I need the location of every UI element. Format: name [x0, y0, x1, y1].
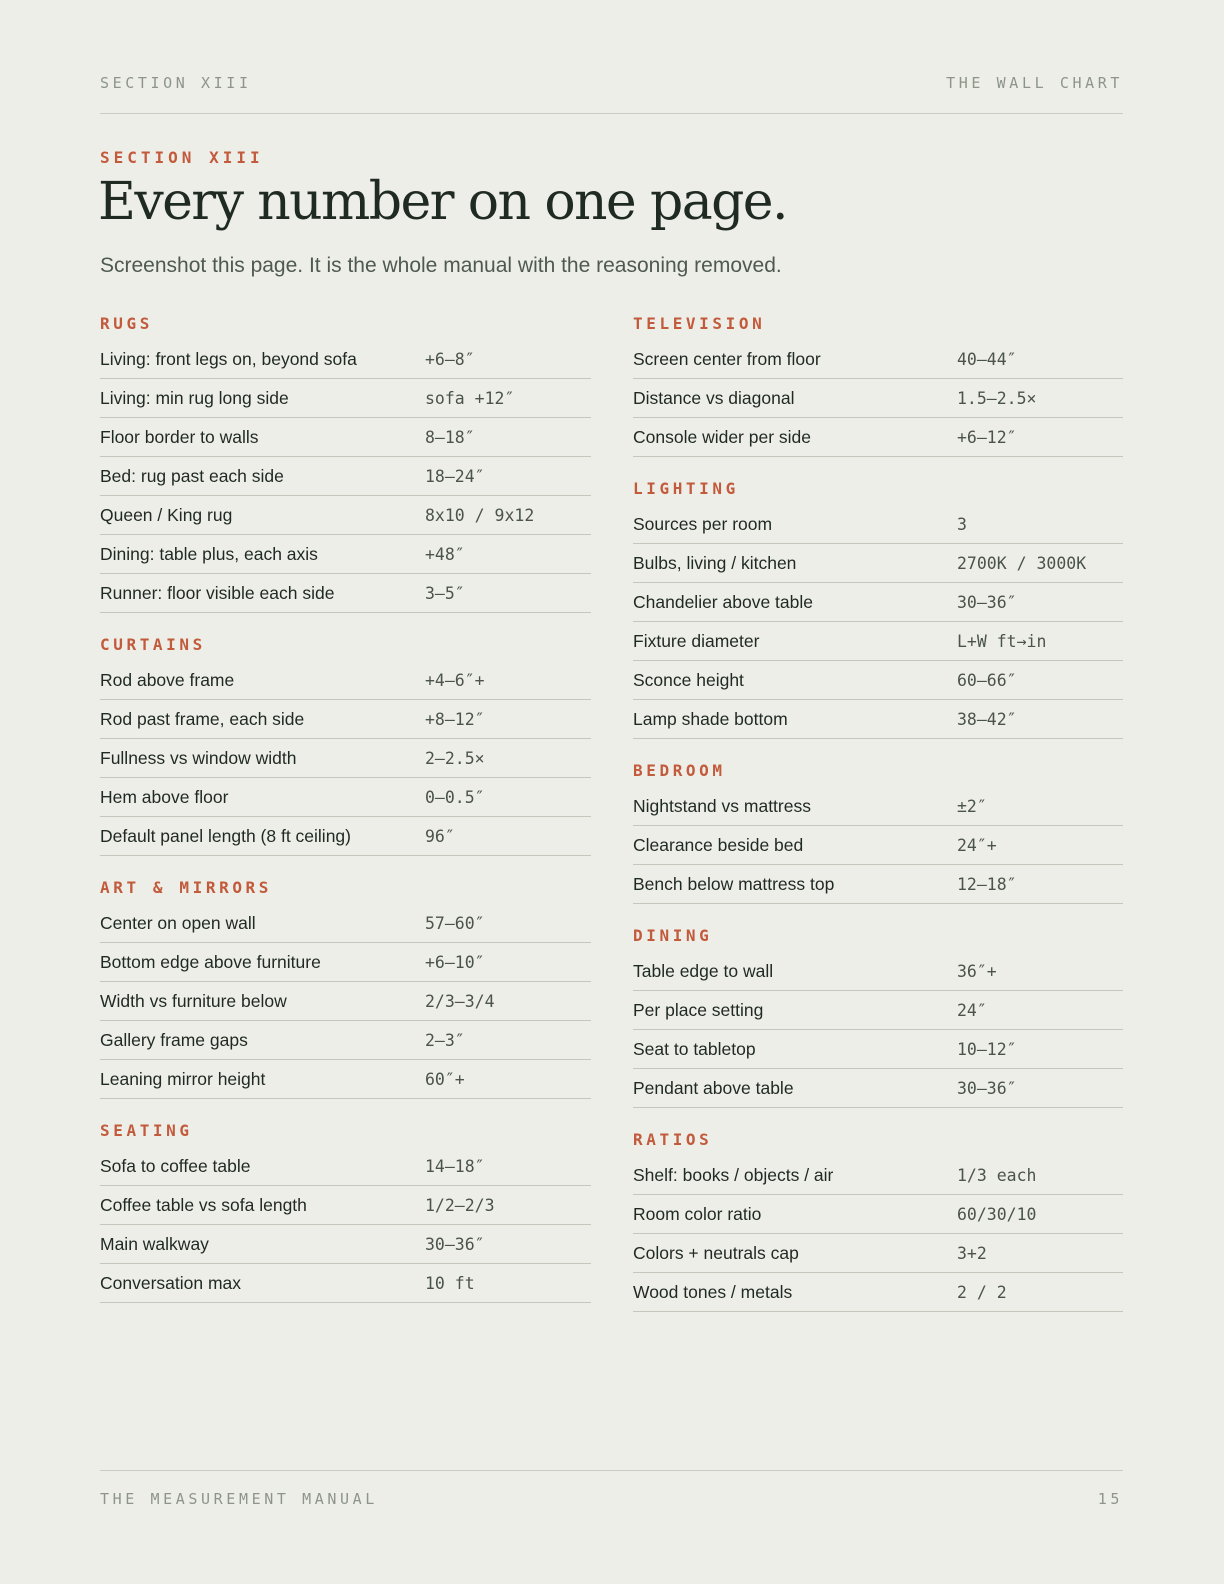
- section-eyebrow: SECTION XIII: [100, 148, 264, 167]
- table-row: [100, 418, 591, 457]
- section-heading: DINING: [633, 926, 713, 945]
- table-row: [100, 535, 591, 574]
- row-value: 2 / 2: [957, 1282, 1007, 1302]
- row-label: Sconce height: [633, 669, 744, 690]
- table-row: [633, 1030, 1123, 1069]
- row-value: 60/30/10: [957, 1204, 1037, 1224]
- row-value: 30–36″: [957, 592, 1017, 612]
- row-label: Width vs furniture below: [100, 990, 287, 1011]
- table-row: [100, 778, 591, 817]
- row-label: Queen / King rug: [100, 504, 233, 525]
- page-number: 15: [1097, 1490, 1123, 1508]
- row-label: Fixture diameter: [633, 630, 760, 651]
- section-television: [633, 310, 1123, 457]
- section-bedroom: [633, 757, 1123, 904]
- row-label: Floor border to walls: [100, 426, 259, 447]
- header-divider: [100, 113, 1123, 114]
- row-label: Bed: rug past each side: [100, 465, 284, 486]
- table-row: [100, 457, 591, 496]
- row-value: 8–18″: [425, 427, 475, 447]
- row-value: 0–0.5″: [425, 787, 485, 807]
- page-subtitle: Screenshot this page. It is the whole manual with the reasoning removed.: [100, 254, 782, 277]
- row-value: ±2″: [957, 796, 987, 816]
- row-label: Bench below mattress top: [633, 873, 835, 894]
- row-value: 2–2.5×: [425, 748, 485, 768]
- table-row: [100, 739, 591, 778]
- table-row: [633, 505, 1123, 544]
- section-spacer: [100, 856, 591, 874]
- left-column: [100, 310, 591, 1303]
- row-value: sofa +12″: [425, 388, 515, 408]
- row-label: Dining: table plus, each axis: [100, 543, 318, 564]
- row-value: +6–12″: [957, 427, 1017, 447]
- row-label: Sofa to coffee table: [100, 1155, 251, 1176]
- row-label: Leaning mirror height: [100, 1068, 266, 1089]
- row-label: Rod above frame: [100, 669, 235, 690]
- table-row: [100, 1060, 591, 1099]
- row-label: Bulbs, living / kitchen: [633, 552, 797, 573]
- row-value: 18–24″: [425, 466, 485, 486]
- section-heading: TELEVISION: [633, 314, 766, 333]
- row-value: 60–66″: [957, 670, 1017, 690]
- row-label: Table edge to wall: [633, 960, 774, 981]
- table-row: [100, 379, 591, 418]
- row-label: Runner: floor visible each side: [100, 582, 335, 603]
- row-value: 60″+: [425, 1069, 465, 1089]
- row-label: Conversation max: [100, 1272, 242, 1293]
- table-row: [633, 1195, 1123, 1234]
- section-heading: ART & MIRRORS: [100, 878, 273, 897]
- section-heading: RUGS: [100, 314, 153, 333]
- section-lighting: [633, 475, 1123, 739]
- footer-divider: [100, 1470, 1123, 1471]
- row-label: Hem above floor: [100, 786, 229, 807]
- row-value: 24″+: [957, 835, 997, 855]
- row-value: L+W ft→in: [957, 631, 1047, 651]
- running-footer-title: THE MEASUREMENT MANUAL: [100, 1490, 378, 1508]
- section-spacer: [633, 739, 1123, 757]
- row-label: Gallery frame gaps: [100, 1029, 248, 1050]
- right-column: [633, 310, 1123, 1312]
- table-row: [633, 544, 1123, 583]
- row-value: 3–5″: [425, 583, 465, 603]
- row-value: 3+2: [957, 1243, 987, 1263]
- running-header-section: SECTION XIII: [100, 74, 252, 92]
- running-header-chapter: THE WALL CHART: [946, 74, 1123, 92]
- row-value: +4–6″+: [425, 670, 485, 690]
- page-title: Every number on one page.: [98, 172, 787, 232]
- row-value: 2/3–3/4: [425, 991, 495, 1011]
- row-value: 1/3 each: [957, 1165, 1037, 1185]
- row-label: Sources per room: [633, 513, 773, 534]
- row-value: 96″: [425, 826, 455, 846]
- row-label: Wood tones / metals: [633, 1281, 793, 1302]
- table-row: [633, 826, 1123, 865]
- table-row: [100, 700, 591, 739]
- section-curtains: [100, 631, 591, 856]
- table-row: [633, 865, 1123, 904]
- row-label: Colors + neutrals cap: [633, 1242, 799, 1263]
- section-spacer: [100, 1099, 591, 1117]
- section-ratios: [633, 1126, 1123, 1312]
- table-row: [633, 1156, 1123, 1195]
- table-row: [633, 418, 1123, 457]
- row-label: Seat to tabletop: [633, 1038, 756, 1059]
- table-row: [100, 943, 591, 982]
- row-label: Shelf: books / objects / air: [633, 1164, 834, 1185]
- row-label: Living: front legs on, beyond sofa: [100, 348, 357, 369]
- row-label: Clearance beside bed: [633, 834, 804, 855]
- row-value: 57–60″: [425, 913, 485, 933]
- table-row: [633, 340, 1123, 379]
- section-spacer: [100, 613, 591, 631]
- section-heading: SEATING: [100, 1121, 193, 1140]
- row-value: +6–10″: [425, 952, 485, 972]
- table-row: [100, 1021, 591, 1060]
- row-value: 30–36″: [425, 1234, 485, 1254]
- running-header: [100, 74, 1123, 94]
- section-dining: [633, 922, 1123, 1108]
- table-row: [100, 496, 591, 535]
- row-label: Fullness vs window width: [100, 747, 297, 768]
- row-value: 3: [957, 514, 967, 534]
- table-row: [633, 1069, 1123, 1108]
- row-value: 38–42″: [957, 709, 1017, 729]
- row-value: 2–3″: [425, 1030, 465, 1050]
- row-value: 30–36″: [957, 1078, 1017, 1098]
- table-row: [633, 787, 1123, 826]
- table-row: [100, 661, 591, 700]
- row-value: +6–8″: [425, 349, 475, 369]
- table-row: [100, 904, 591, 943]
- table-row: [633, 583, 1123, 622]
- table-row: [633, 700, 1123, 739]
- section-rugs: [100, 310, 591, 613]
- section-spacer: [633, 1108, 1123, 1126]
- table-row: [633, 1273, 1123, 1312]
- row-label: Room color ratio: [633, 1203, 762, 1224]
- row-value: 1/2–2/3: [425, 1195, 495, 1215]
- row-label: Bottom edge above furniture: [100, 951, 321, 972]
- table-row: [633, 1234, 1123, 1273]
- section-heading: BEDROOM: [633, 761, 726, 780]
- row-label: Rod past frame, each side: [100, 708, 305, 729]
- row-value: 40–44″: [957, 349, 1017, 369]
- table-row: [100, 1264, 591, 1303]
- row-label: Pendant above table: [633, 1077, 794, 1098]
- row-label: Default panel length (8 ft ceiling): [100, 825, 351, 846]
- table-row: [633, 952, 1123, 991]
- section-seating: [100, 1117, 591, 1303]
- table-row: [100, 1225, 591, 1264]
- table-row: [100, 1147, 591, 1186]
- section-heading: RATIOS: [633, 1130, 713, 1149]
- row-value: 10 ft: [425, 1273, 475, 1293]
- row-value: 10–12″: [957, 1039, 1017, 1059]
- row-label: Screen center from floor: [633, 348, 821, 369]
- running-footer: [100, 1490, 1123, 1510]
- table-row: [633, 991, 1123, 1030]
- table-row: [633, 622, 1123, 661]
- table-row: [100, 574, 591, 613]
- row-value: 8x10 / 9x12: [425, 505, 535, 525]
- section-art-mirrors: [100, 874, 591, 1099]
- section-spacer: [633, 904, 1123, 922]
- row-value: 14–18″: [425, 1156, 485, 1176]
- row-label: Console wider per side: [633, 426, 812, 447]
- row-label: Lamp shade bottom: [633, 708, 788, 729]
- row-label: Per place setting: [633, 999, 764, 1020]
- row-value: 12–18″: [957, 874, 1017, 894]
- row-value: +8–12″: [425, 709, 485, 729]
- row-label: Living: min rug long side: [100, 387, 289, 408]
- table-row: [100, 340, 591, 379]
- row-label: Nightstand vs mattress: [633, 795, 811, 816]
- row-value: 1.5–2.5×: [957, 388, 1037, 408]
- row-value: 36″+: [957, 961, 997, 981]
- section-spacer: [633, 457, 1123, 475]
- table-row: [100, 1186, 591, 1225]
- row-value: 24″: [957, 1000, 987, 1020]
- section-heading: CURTAINS: [100, 635, 206, 654]
- row-value: +48″: [425, 544, 465, 564]
- table-row: [633, 661, 1123, 700]
- table-row: [100, 982, 591, 1021]
- row-label: Center on open wall: [100, 912, 256, 933]
- row-label: Distance vs diagonal: [633, 387, 795, 408]
- row-label: Chandelier above table: [633, 591, 813, 612]
- row-label: Coffee table vs sofa length: [100, 1194, 307, 1215]
- table-row: [633, 379, 1123, 418]
- section-heading: LIGHTING: [633, 479, 739, 498]
- table-row: [100, 817, 591, 856]
- row-value: 2700K / 3000K: [957, 553, 1087, 573]
- row-label: Main walkway: [100, 1233, 209, 1254]
